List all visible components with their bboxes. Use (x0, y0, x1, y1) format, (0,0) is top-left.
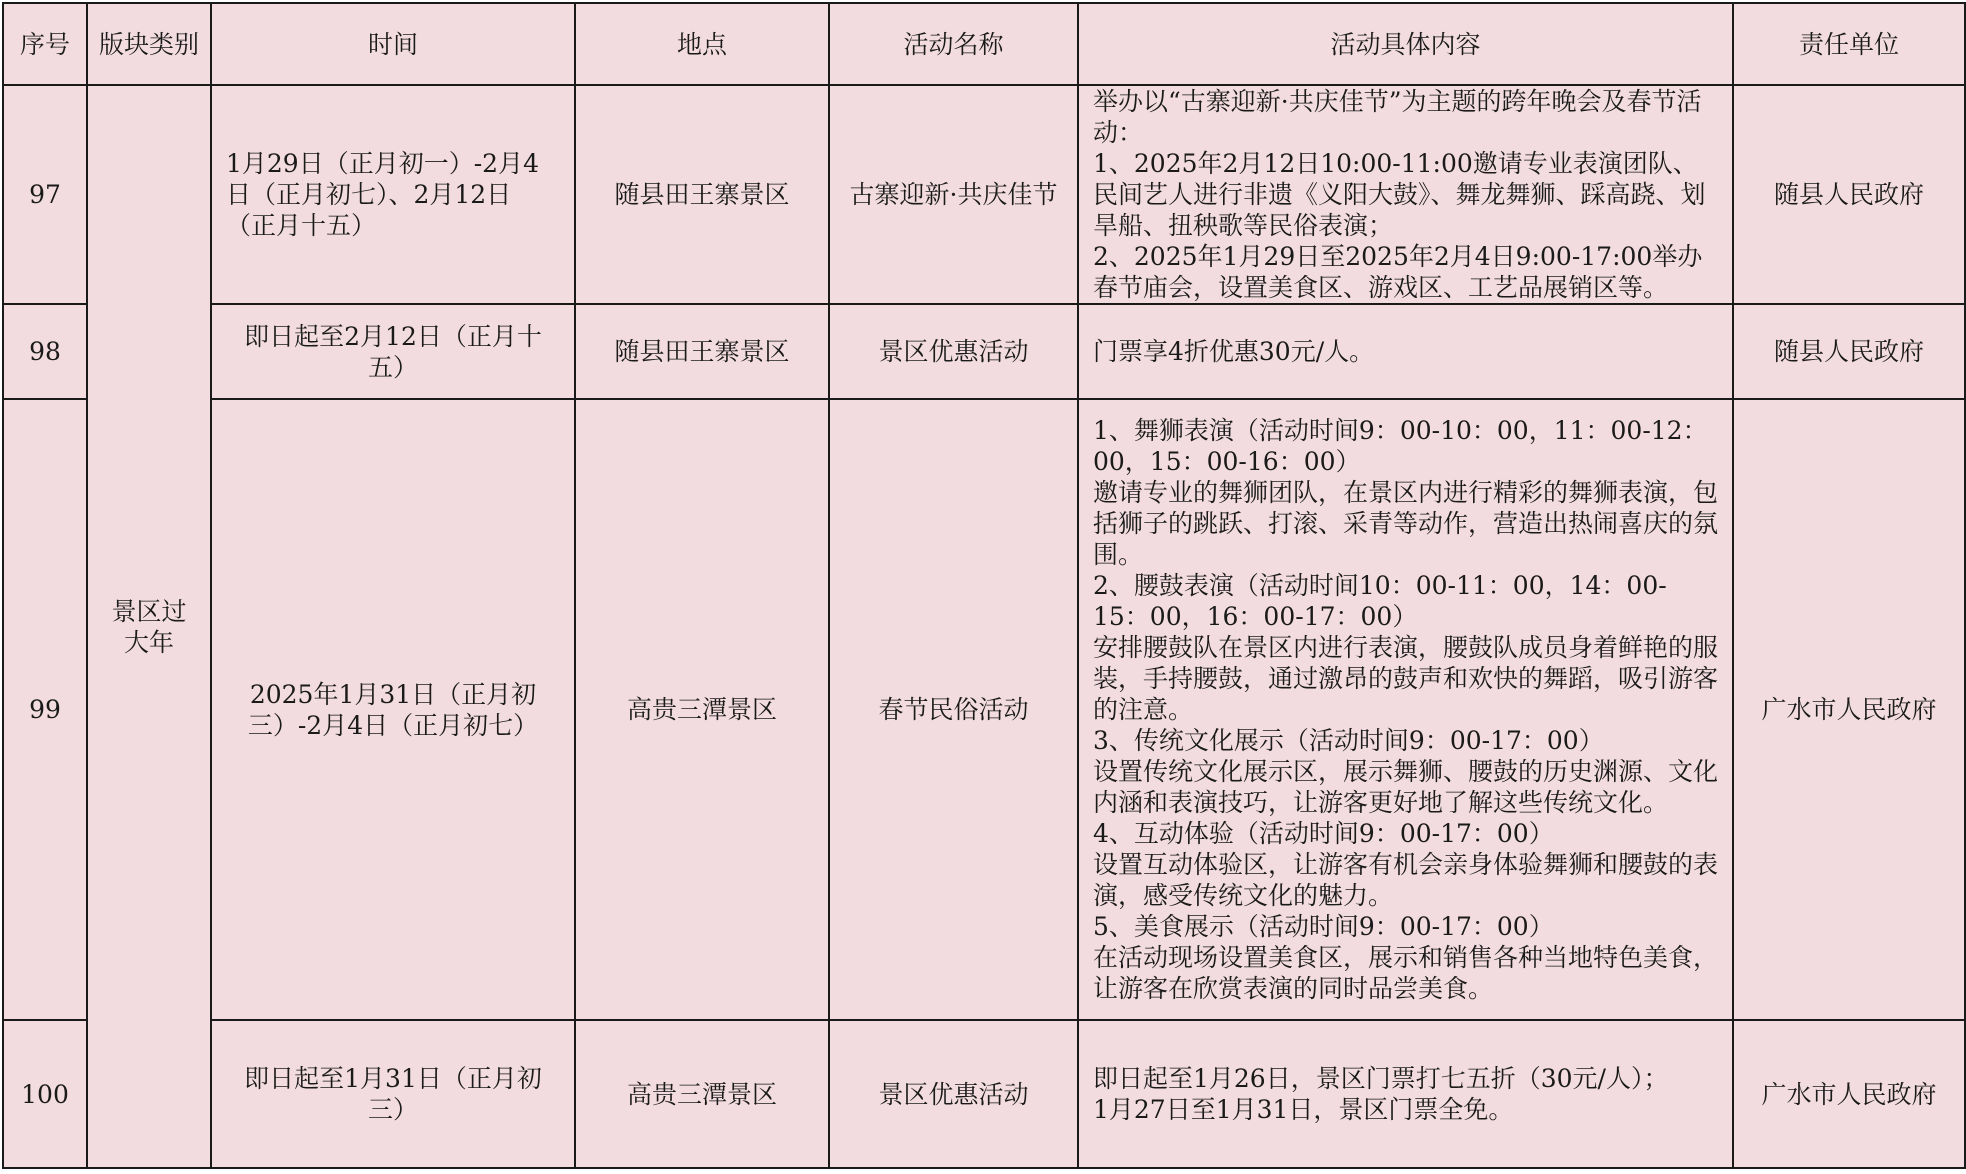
content-line: 1、舞狮表演（活动时间9：00-10：00，11：00-12：00，15：00-16：00） (1093, 416, 1708, 476)
cell-time: 即日起至1月31日（正月初三） (211, 1020, 575, 1168)
cell-name: 春节民俗活动 (829, 399, 1078, 1020)
content-line: 1月27日至1月31日，景区门票全免。 (1093, 1095, 1514, 1124)
cell-content (1078, 399, 1733, 1020)
content-line: 5、美食展示（活动时间9：00-17：00） (1093, 912, 1554, 941)
content-line: 在活动现场设置美食区，展示和销售各种当地特色美食，让游客在欣赏表演的同时品尝美食。 (1093, 943, 1719, 1003)
header-time: 时间 (211, 3, 575, 85)
content-line: 举办以“古寨迎新·共庆佳节”为主题的跨年晚会及春节活动： (1093, 87, 1702, 147)
content-line: 4、互动体验（活动时间9：00-17：00） (1093, 819, 1554, 848)
cell-content (1078, 85, 1733, 304)
header-location: 地点 (575, 3, 829, 85)
content-line: 2、腰鼓表演（活动时间10：00-11：00，14：00-15：00，16：00-17：00） (1093, 571, 1667, 631)
cell-location: 高贵三潭景区 (575, 399, 829, 1020)
cell-category: 景区过大年 (87, 85, 211, 1168)
content-line: 3、传统文化展示（活动时间9：00-17：00） (1093, 726, 1604, 755)
cell-location: 高贵三潭景区 (575, 1020, 829, 1168)
header-content: 活动具体内容 (1078, 3, 1733, 85)
cell-time: 2025年1月31日（正月初三）-2月4日（正月初七） (211, 399, 575, 1020)
cell-name: 景区优惠活动 (829, 1020, 1078, 1168)
cell-unit: 随县人民政府 (1733, 85, 1965, 304)
header-row (3, 3, 1965, 85)
content-line: 设置互动体验区，让游客有机会亲身体验舞狮和腰鼓的表演，感受传统文化的魅力。 (1093, 850, 1719, 910)
content-line: 安排腰鼓队在景区内进行表演，腰鼓队成员身着鲜艳的服装，手持腰鼓，通过激昂的鼓声和欢快的舞蹈，吸引游客的注意。 (1093, 633, 1719, 724)
cell-content (1078, 304, 1733, 399)
cell-seq: 98 (3, 304, 87, 399)
header-unit: 责任单位 (1733, 3, 1965, 85)
cell-unit: 广水市人民政府 (1733, 399, 1965, 1020)
table-row (3, 399, 1965, 1020)
cell-unit: 随县人民政府 (1733, 304, 1965, 399)
cell-seq: 100 (3, 1020, 87, 1168)
table-row (3, 1020, 1965, 1168)
content-line: 1、2025年2月12日10:00-11:00邀请专业表演团队、民间艺人进行非遗《义阳大鼓》、舞龙舞狮、踩高跷、划旱船、扭秧歌等民俗表演； (1093, 149, 1706, 240)
cell-name: 景区优惠活动 (829, 304, 1078, 399)
header-name: 活动名称 (829, 3, 1078, 85)
content-line: 即日起至1月26日，景区门票打七五折（30元/人）； (1093, 1064, 1669, 1093)
content-line: 设置传统文化展示区，展示舞狮、腰鼓的历史渊源、文化内涵和表演技巧，让游客更好地了解这些传统文化。 (1093, 757, 1719, 817)
content-line: 邀请专业的舞狮团队，在景区内进行精彩的舞狮表演，包括狮子的跳跃、打滚、采青等动作，营造出热闹喜庆的氛围。 (1093, 478, 1719, 569)
table-row (3, 85, 1965, 304)
header-seq: 序号 (3, 3, 87, 85)
content-line: 2、2025年1月29日至2025年2月4日9:00-17:00举办春节庙会，设置美食区、游戏区、工艺品展销区等。 (1093, 242, 1703, 302)
content-line: 门票享4折优惠30元/人。 (1093, 337, 1375, 366)
activity-table (2, 2, 1966, 1169)
cell-time: 1月29日（正月初一）-2月4日（正月初七）、2月12日（正月十五） (211, 85, 575, 304)
header-category: 版块类别 (87, 3, 211, 85)
cell-seq: 97 (3, 85, 87, 304)
cell-location: 随县田王寨景区 (575, 304, 829, 399)
cell-unit: 广水市人民政府 (1733, 1020, 1965, 1168)
cell-time: 即日起至2月12日（正月十五） (211, 304, 575, 399)
cell-seq: 99 (3, 399, 87, 1020)
table-row (3, 304, 1965, 399)
cell-location: 随县田王寨景区 (575, 85, 829, 304)
cell-name: 古寨迎新·共庆佳节 (829, 85, 1078, 304)
cell-content (1078, 1020, 1733, 1168)
